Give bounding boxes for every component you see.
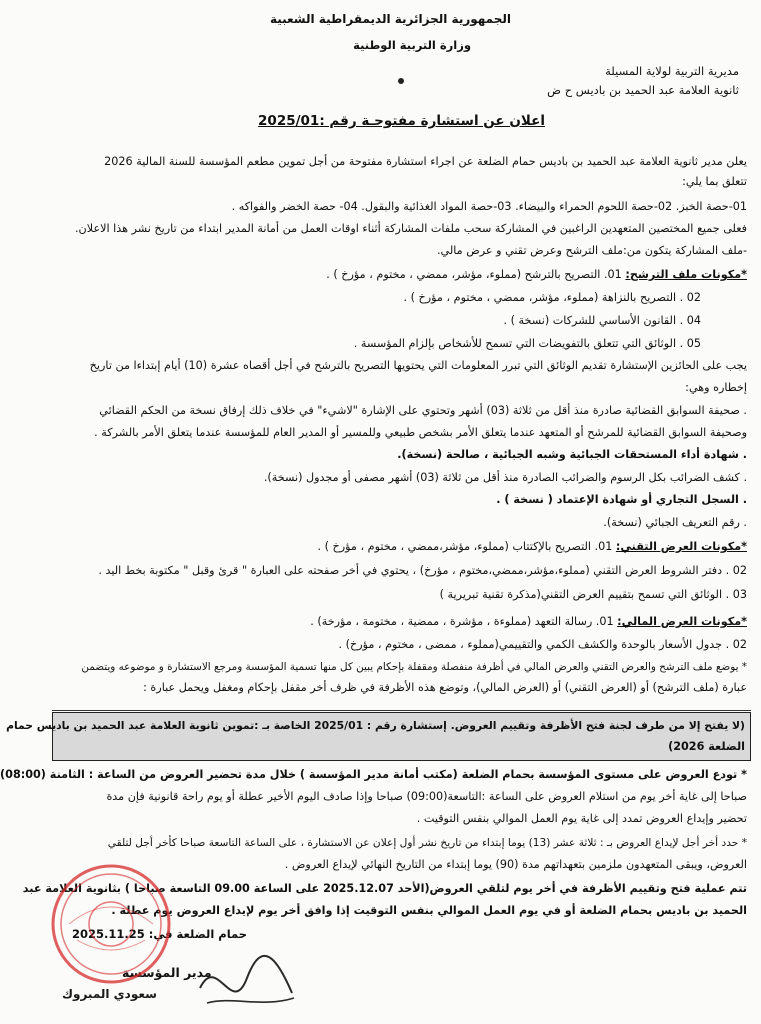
envelope-label-line-1: (لا يفتح إلا من طرف لجنة فتح الأظرفة وتقييم العروض. إستشارة رقم : 2025/01 الخاصة بـ :تموين ثانوية العلامة عبد الحميد بن باديس حمام xyxy=(6,719,745,732)
technical-heading: *مكونات العرض التقني: xyxy=(615,540,747,553)
ministry-heading: وزارة التربية الوطنية xyxy=(353,38,471,52)
dot-mark xyxy=(398,78,404,84)
school-line: ثانوية العلامة عبد الحميد بن باديس ح ض xyxy=(547,83,739,97)
republic-heading: الجمهورية الجزائرية الديمقراطية الشعبية xyxy=(269,12,511,26)
financial-line-1 xyxy=(52,615,747,629)
candidacy-item-5: 05 . الوثائق التي تتعلق بالتفويضات التي تسمح للأشخاص بإلزام المؤسسة . xyxy=(353,337,701,350)
financial-item-1: 01. رسالة التعهد (مملوءة ، مؤشرة ، ممضية ، مختومة ، مؤرخة) . xyxy=(310,615,618,628)
opening-line-2: الحميد بن باديس بحمام الضلعة أو في يوم العمل الموالي بنفس التوقيت إذا وافق أخر يوم لإيداع العروض يوم عطلة . xyxy=(111,904,747,917)
document-2: . شهادة أداء المستحقات الجبائية وشبه الجبائية ، صالحة (نسخة). xyxy=(397,448,747,461)
envelope-label-line-2: الضلعة 2026) xyxy=(668,740,745,753)
technical-item-1: 01. التصريح بالإكتتاب (مملوء، مؤشر،ممضي ، مختوم ، مؤرخ ) . xyxy=(317,540,616,553)
signature xyxy=(192,948,302,1020)
document-5: . رقم التعريف الجبائي (نسخة). xyxy=(603,516,747,529)
technical-item-2: 02 . دفتر الشروط العرض التقني (مملوء،مؤشر،ممضي،مختوم ، مؤرخ) ، يحتوي في أخر صفحته على العبارة " قرئ وقبل " مكتوبة بخط اليد . xyxy=(98,564,747,577)
document-3: . كشف الضرائب بكل الرسوم والضرائب الصادرة منذ أقل من ثلاثة (03) أشهر مصفى أو مجدول (نسخة). xyxy=(263,471,747,484)
page-title: اعلان عن استشارة مفتوحـة رقم :2025/01 xyxy=(258,113,545,129)
directorate-line: مديرية التربية لولاية المسيلة xyxy=(605,64,739,78)
technical-line-1 xyxy=(52,540,747,554)
candidacy-item-4: 04 . القانون الأساسي للشركات (نسخة ) . xyxy=(503,314,701,327)
technical-item-3: 03 . الوثائق التي تسمح بتقييم العرض التقني(مذكرة تقنية تبريرية ) xyxy=(439,588,747,601)
lots-line: 01-حصة الخبز. 02-حصة اللحوم الحمراء والبيضاء. 03-حصة المواد الغذائية والبقول. 04- حصة الخضر والفواكه . xyxy=(231,200,747,213)
deadline-line-2: العروض، ويبقى المتعهدون ملزمين بتعهداتهم مدة (90) يوما إبتداء من التاريخ النهائي لإيداع العروض . xyxy=(284,858,747,871)
opening-line-1: تتم عملية فتح وتقييم الأظرفة في أخر يوم لتلقي العروض(الأحد 2025.12.07 على الساعة 09.00 التاسعة صباحا ) بثانوية العلامة عبد xyxy=(22,882,747,895)
requirement-line-2: إخطاره وهي: xyxy=(685,381,747,394)
financial-note-2: عبارة (ملف الترشح) أو (العرض التقني) أو (العرض المالي)، وتوضع هذه الأظرفة في ظرف أخر مقفل بإحكام ومغفل ويحمل عبارة : xyxy=(143,681,747,694)
intro-line-2: تتعلق بما يلي: xyxy=(682,175,747,188)
intro-line-4: -ملف المشاركة يتكون من:ملف الترشح وعرض تقني و عرض مالي. xyxy=(436,244,747,257)
official-stamp xyxy=(47,860,175,988)
financial-note-1: * يوضع ملف الترشح والعرض التقني والعرض المالي في أظرفة منفصلة ومقفلة بإحكام يبين كل منها تسمية المؤسسة ومرجع الاستشارة و موضوعه ويتضمن xyxy=(81,661,747,673)
document-4: . السجل التجاري أو شهادة الإعتماد ( نسخة ) . xyxy=(496,493,747,506)
financial-item-2: 02 . جدول الأسعار بالوحدة والكشف الكمي والتقييمي(مملوء ، ممضى ، مختوم ، مؤرخ) . xyxy=(338,638,747,651)
candidacy-heading: *مكونات ملف الترشح: xyxy=(625,268,747,281)
stamp-name: سعودي المبروك xyxy=(62,987,157,1001)
deposit-line-2: صباحا إلى غاية أخر يوم من استلام العروض على الساعة :التاسعة(09:00) صباحا وإذا صادف اليوم الأخير عطلة أو يوم راحة قانونية فإن مدة xyxy=(106,790,747,803)
candidacy-line-1 xyxy=(52,268,747,282)
document-1: . صحيفة السوابق القضائية صادرة منذ أقل من ثلاثة (03) أشهر وتحتوي على الإشارة "لاشيء" في خلاف ذلك إرفاق نسخة من الحكم القضائي xyxy=(99,404,747,417)
deposit-line-3: تحضير وإيداع العروض تمدد إلى غاية يوم العمل الموالي بنفس التوقيت . xyxy=(416,812,747,825)
candidacy-item-1: 01. التصريح بالترشح (مملوء، مؤشر، ممضي ، مختوم ، مؤرخ ) . xyxy=(326,268,626,281)
deadline-line-1: * حدد أخر أجل لإيداع العروض بـ : ثلاثة عشر (13) يوما إبتداء من تاريخ نشر أول إعلان عن الاستشارة ، على الساعة التاسعة صباحا كأخر أجل لتلقي xyxy=(107,837,747,849)
intro-line-1: يعلن مدير ثانوية العلامة عبد الحميد بن باديس حمام الضلعة عن اجراء استشارة مفتوحة من أجل تموين مطعم المؤسسة للسنة المالية 2026 xyxy=(104,155,747,168)
signatory-title: مدير المؤسسة xyxy=(122,965,212,980)
intro-line-3: فعلى جميع المختصين المتعهدين الراغبين في المشاركة سحب ملفات المشاركة أثناء اوقات العمل من أمانة المدير ابتداء من تاريخ نشر هذا الاعلان. xyxy=(75,222,747,235)
deposit-line-1: * تودع العروض على مستوى المؤسسة بحمام الضلعة (مكتب أمانة مدير المؤسسة ) خلال مدة تحضير العروض من الساعة : الثامنة (08:00) xyxy=(0,768,747,781)
financial-heading: *مكونات العرض المالي: xyxy=(617,615,747,628)
document-1-continued: وصحيفة السوابق القضائية للمرشح أو المتعهد عندما يتعلق الأمر بشخص طبيعي وللمسير أو المدير العام للمؤسسة عندما يتعلق الأمر بالشركة . xyxy=(94,426,747,439)
requirement-line-1: يجب على الحائزين الإستشارة تقديم الوثائق التي تبرر المعلومات التي يحتويها التصريح بالترشح في أجل أقصاه عشرة (10) أيام إبتداءا من تاريخ xyxy=(89,359,747,372)
box-top-rule xyxy=(52,710,751,711)
place-date: حمام الضلعة في: 2025.11.25 xyxy=(72,927,248,941)
candidacy-item-2: 02 . التصريح بالنزاهة (مملوء، مؤشر، ممضي ، مختوم ، مؤرخ ) . xyxy=(403,291,701,304)
